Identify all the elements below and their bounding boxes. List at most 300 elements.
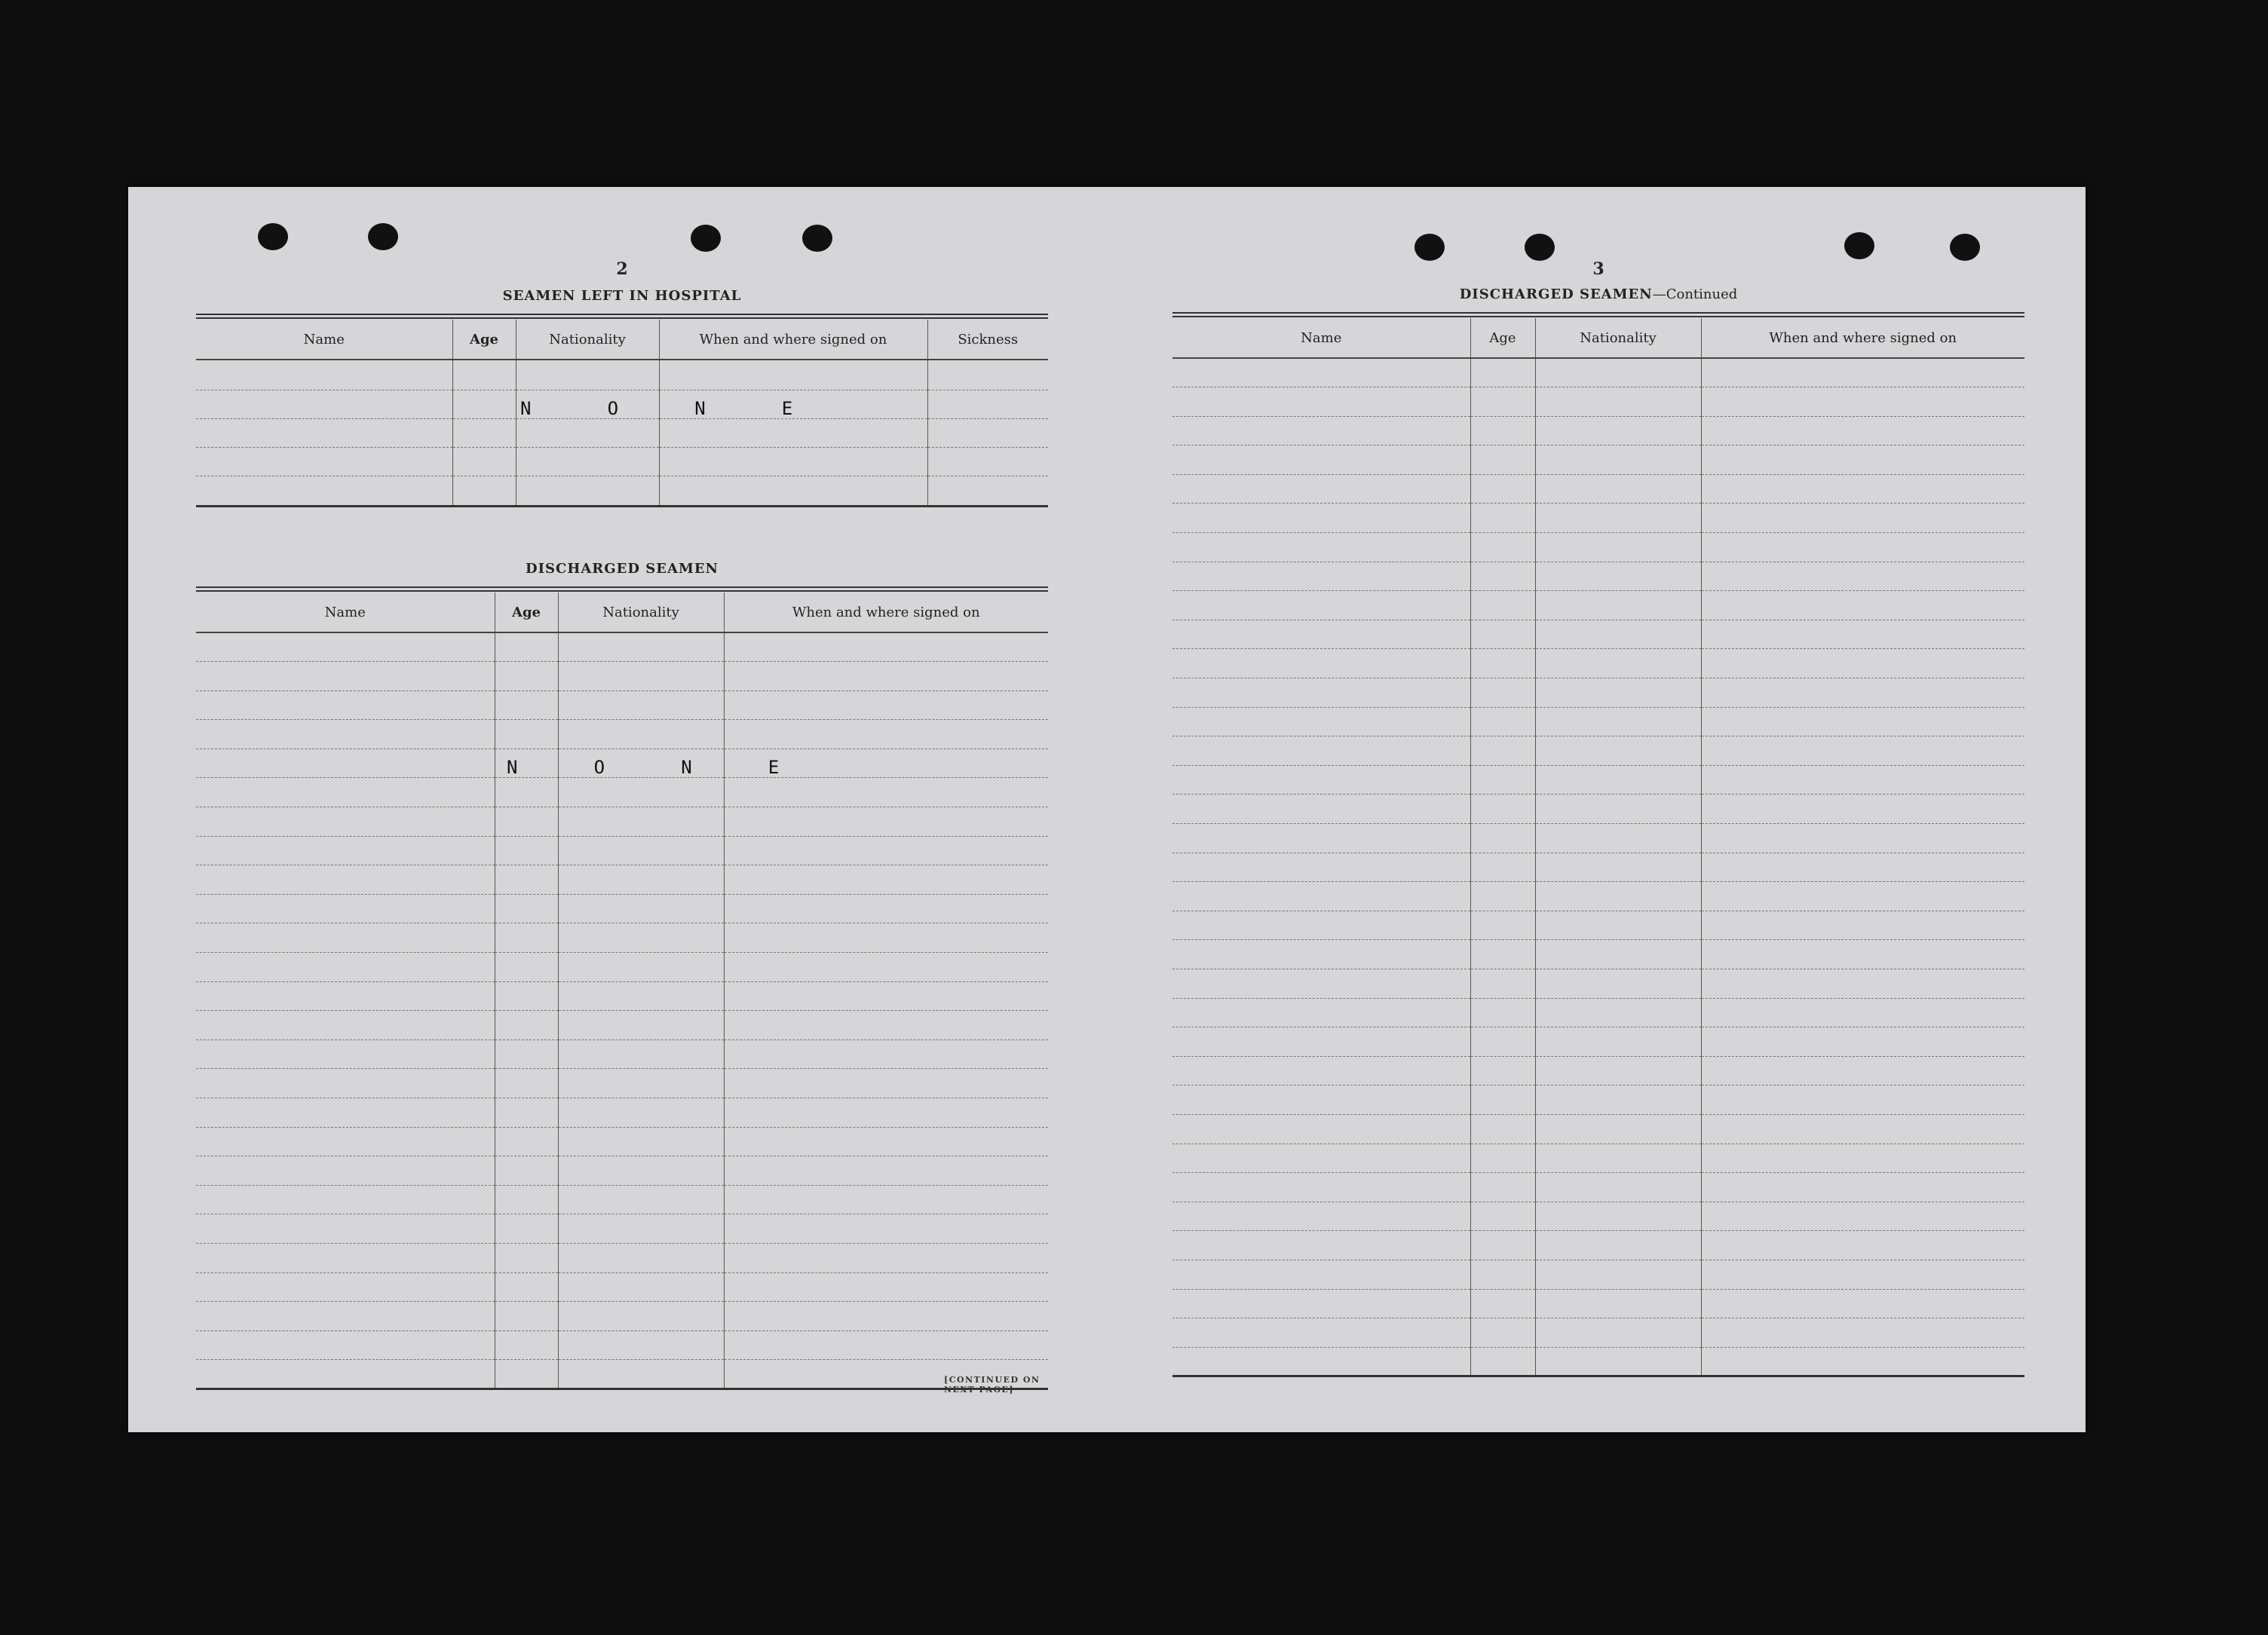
table-cell xyxy=(558,662,724,691)
table-cell xyxy=(1535,795,1701,824)
table-cell xyxy=(1535,765,1701,795)
table-row xyxy=(196,690,1048,720)
table-row xyxy=(196,447,1048,476)
table-cell xyxy=(495,1098,558,1128)
table-cell xyxy=(1535,1173,1701,1202)
column-header-signed-on: When and where signed on xyxy=(724,592,1048,632)
table-row xyxy=(196,360,1048,390)
table-cell xyxy=(1470,591,1535,620)
table-cell xyxy=(1470,1027,1535,1057)
table-row xyxy=(196,807,1048,837)
table-row xyxy=(196,1011,1048,1040)
column-header-nationality: Nationality xyxy=(516,320,659,360)
table-row xyxy=(1172,795,2024,824)
table-cell xyxy=(1470,1173,1535,1202)
table-cell xyxy=(558,1243,724,1272)
table-cell xyxy=(1470,998,1535,1027)
table-cell xyxy=(1172,824,1470,853)
table-row xyxy=(1172,940,2024,969)
table-cell xyxy=(1535,416,1701,445)
table-cell xyxy=(1172,940,1470,969)
table-cell xyxy=(1172,1231,1470,1260)
table-cell xyxy=(196,1039,495,1069)
table-cell xyxy=(1535,969,1701,998)
table-cell xyxy=(1470,678,1535,708)
table-cell xyxy=(1172,1260,1470,1289)
table-cell xyxy=(724,778,1048,807)
table-row xyxy=(1172,591,2024,620)
table-cell xyxy=(495,1011,558,1040)
table-cell xyxy=(1470,882,1535,911)
table-cell xyxy=(1701,853,2024,882)
table-cell xyxy=(1535,853,1701,882)
table-cell xyxy=(1535,649,1701,678)
table-row xyxy=(196,632,1048,662)
table-cell xyxy=(1535,1114,1701,1144)
table-cell xyxy=(495,720,558,749)
table-cell xyxy=(1172,1114,1470,1144)
table-cell xyxy=(1470,1260,1535,1289)
table-cell xyxy=(1701,1144,2024,1173)
table-cell xyxy=(1701,911,2024,940)
table-row xyxy=(196,1360,1048,1389)
table-cell xyxy=(1701,1260,2024,1289)
table-cell xyxy=(1535,1318,1701,1348)
table-cell xyxy=(558,1214,724,1244)
punch-hole xyxy=(1950,234,1980,261)
table-cell xyxy=(1470,969,1535,998)
table-cell xyxy=(1172,620,1470,649)
table-cell xyxy=(1535,1027,1701,1057)
table-cell xyxy=(1701,707,2024,736)
table-row xyxy=(196,923,1048,953)
table-row xyxy=(196,865,1048,895)
table-cell xyxy=(1535,358,1701,387)
table-cell xyxy=(196,1360,495,1389)
table-row xyxy=(196,1156,1048,1186)
table-cell xyxy=(495,981,558,1011)
column-header-name: Name xyxy=(1172,318,1470,358)
table-cell xyxy=(1172,998,1470,1027)
table-cell xyxy=(1701,765,2024,795)
table-row xyxy=(1172,969,2024,998)
table-cell xyxy=(1470,1202,1535,1231)
table-cell xyxy=(196,953,495,982)
hospital-none-entry: N O N E xyxy=(520,398,793,419)
table-cell xyxy=(196,690,495,720)
table-row xyxy=(1172,1056,2024,1085)
discharged-table xyxy=(196,592,1048,1390)
table-cell xyxy=(1701,1202,2024,1231)
table-cell xyxy=(724,1185,1048,1214)
table-cell xyxy=(495,690,558,720)
table-cell xyxy=(1701,824,2024,853)
table-row xyxy=(196,1127,1048,1156)
table-cell xyxy=(1470,416,1535,445)
table-cell xyxy=(495,1272,558,1302)
table-cell xyxy=(495,807,558,837)
table-cell xyxy=(1172,1085,1470,1115)
table-cell xyxy=(1172,765,1470,795)
table-cell xyxy=(495,1302,558,1331)
table-cell xyxy=(558,1127,724,1156)
table-cell xyxy=(1535,1085,1701,1115)
table-cell xyxy=(1172,678,1470,708)
table-row xyxy=(1172,504,2024,533)
table-row xyxy=(1172,1289,2024,1318)
table-cell xyxy=(1470,1289,1535,1318)
table-cell xyxy=(1172,474,1470,504)
table-cell xyxy=(558,1039,724,1069)
table-cell xyxy=(1535,533,1701,562)
table-cell xyxy=(1701,504,2024,533)
table-cell xyxy=(724,1127,1048,1156)
table-row xyxy=(1172,853,2024,882)
table-cell xyxy=(1172,562,1470,591)
table-cell xyxy=(1701,998,2024,1027)
table-cell xyxy=(1172,1202,1470,1231)
table-row xyxy=(1172,707,2024,736)
table-cell xyxy=(724,1330,1048,1360)
table-cell xyxy=(1470,795,1535,824)
table-cell xyxy=(558,807,724,837)
table-row xyxy=(1172,387,2024,417)
table-cell xyxy=(724,1156,1048,1186)
table-cell xyxy=(558,1272,724,1302)
table-cell xyxy=(1701,969,2024,998)
table-row xyxy=(196,1302,1048,1331)
table-cell xyxy=(196,1069,495,1098)
table-row xyxy=(196,720,1048,749)
discharged-section-title: DISCHARGED SEAMEN xyxy=(525,561,719,577)
table-row xyxy=(1172,1085,2024,1115)
table-cell xyxy=(1470,1144,1535,1173)
table-row xyxy=(1172,911,2024,940)
table-cell xyxy=(1172,1173,1470,1202)
table-row xyxy=(1172,765,2024,795)
column-header-signed-on: When and where signed on xyxy=(1701,318,2024,358)
table-cell xyxy=(1470,853,1535,882)
table-cell xyxy=(196,981,495,1011)
table-cell xyxy=(1172,358,1470,387)
table-cell xyxy=(495,1039,558,1069)
table-row xyxy=(196,1330,1048,1360)
table-cell xyxy=(1535,998,1701,1027)
table-cell xyxy=(196,894,495,923)
table-cell xyxy=(196,1272,495,1302)
table-cell xyxy=(1701,591,2024,620)
table-cell xyxy=(495,1127,558,1156)
table-cell xyxy=(724,662,1048,691)
page-number: 3 xyxy=(1592,259,1604,279)
table-cell xyxy=(1535,940,1701,969)
table-cell xyxy=(1172,1027,1470,1057)
table-cell xyxy=(1701,649,2024,678)
table-cell xyxy=(558,1156,724,1186)
table-cell xyxy=(1535,504,1701,533)
table-cell xyxy=(1701,1114,2024,1144)
table-cell xyxy=(1172,445,1470,475)
table-cell xyxy=(196,1156,495,1186)
table-cell xyxy=(1470,765,1535,795)
table-cell xyxy=(1470,1347,1535,1376)
table-row xyxy=(1172,1231,2024,1260)
table-cell xyxy=(558,1011,724,1040)
table-cell xyxy=(724,1302,1048,1331)
discharged-continued-table xyxy=(1172,318,2024,1377)
table-cell xyxy=(558,1185,724,1214)
table-cell xyxy=(495,865,558,895)
table-cell xyxy=(724,632,1048,662)
table-cell xyxy=(1535,707,1701,736)
table-cell xyxy=(1172,795,1470,824)
table-row xyxy=(1172,533,2024,562)
section-title-suffix: —Continued xyxy=(1652,286,1738,302)
table-cell xyxy=(558,923,724,953)
section-title: DISCHARGED SEAMEN xyxy=(1459,286,1653,302)
table-cell xyxy=(1535,562,1701,591)
section-rule xyxy=(1172,312,2024,317)
column-header-age: Age xyxy=(452,320,516,360)
table-cell xyxy=(1701,533,2024,562)
table-cell xyxy=(558,1360,724,1389)
table-cell xyxy=(196,632,495,662)
table-cell xyxy=(1470,1318,1535,1348)
table-cell xyxy=(558,720,724,749)
table-row xyxy=(1172,1260,2024,1289)
table-cell xyxy=(558,1330,724,1360)
table-cell xyxy=(1535,678,1701,708)
table-cell xyxy=(495,1214,558,1244)
table-cell xyxy=(724,1272,1048,1302)
table-cell xyxy=(495,1069,558,1098)
table-cell xyxy=(196,1011,495,1040)
table-cell xyxy=(1470,358,1535,387)
discharged-none-entry: N O N E xyxy=(507,757,780,778)
table-cell xyxy=(196,1243,495,1272)
column-header-name: Name xyxy=(196,320,452,360)
table-cell xyxy=(1535,1202,1701,1231)
hospital-section-title: SEAMEN LEFT IN HOSPITAL xyxy=(502,288,742,304)
column-header-nationality: Nationality xyxy=(1535,318,1701,358)
table-cell xyxy=(495,1156,558,1186)
table-cell xyxy=(724,953,1048,982)
section-rule xyxy=(196,586,1048,592)
table-cell xyxy=(1701,562,2024,591)
table-cell xyxy=(1172,1289,1470,1318)
table-cell xyxy=(1470,649,1535,678)
table-cell xyxy=(1701,1289,2024,1318)
table-cell xyxy=(1535,824,1701,853)
table-cell xyxy=(1172,853,1470,882)
table-cell xyxy=(1470,1056,1535,1085)
table-cell xyxy=(1535,1144,1701,1173)
table-row xyxy=(1172,998,2024,1027)
table-cell xyxy=(1535,1289,1701,1318)
table-row xyxy=(1172,562,2024,591)
table-cell xyxy=(1470,940,1535,969)
table-row xyxy=(1172,358,2024,387)
table-row xyxy=(196,1243,1048,1272)
table-cell xyxy=(1172,387,1470,417)
table-cell xyxy=(1470,1114,1535,1144)
table-cell xyxy=(495,662,558,691)
table-cell xyxy=(495,1330,558,1360)
punch-hole xyxy=(258,223,288,250)
table-cell xyxy=(1172,533,1470,562)
table-cell xyxy=(495,1185,558,1214)
table-row xyxy=(196,476,1048,506)
table-cell xyxy=(1535,591,1701,620)
table-cell xyxy=(1470,824,1535,853)
table-cell xyxy=(1701,1231,2024,1260)
table-cell xyxy=(495,632,558,662)
table-row xyxy=(196,778,1048,807)
table-cell xyxy=(558,894,724,923)
table-cell xyxy=(1701,1318,2024,1348)
table-cell xyxy=(558,632,724,662)
table-cell xyxy=(1172,1347,1470,1376)
table-cell xyxy=(558,1302,724,1331)
table-cell xyxy=(1535,736,1701,766)
table-cell xyxy=(495,1243,558,1272)
punch-hole xyxy=(1844,232,1874,259)
table-row xyxy=(1172,649,2024,678)
column-header-age: Age xyxy=(1470,318,1535,358)
table-row xyxy=(1172,736,2024,766)
table-cell xyxy=(558,836,724,865)
table-cell xyxy=(724,865,1048,895)
table-cell xyxy=(1470,736,1535,766)
table-row xyxy=(1172,1347,2024,1376)
table-cell xyxy=(1172,649,1470,678)
table-cell xyxy=(1535,387,1701,417)
table-cell xyxy=(1172,416,1470,445)
table-cell xyxy=(724,923,1048,953)
table-row xyxy=(196,1214,1048,1244)
table-row xyxy=(1172,620,2024,649)
table-cell xyxy=(558,981,724,1011)
continued-footnote: [CONTINUED ON NEXT PAGE] xyxy=(944,1375,1041,1395)
table-row xyxy=(1172,824,2024,853)
table-row xyxy=(1172,445,2024,475)
table-cell xyxy=(724,1214,1048,1244)
table-row xyxy=(196,1098,1048,1128)
table-row xyxy=(196,1272,1048,1302)
table-cell xyxy=(1172,504,1470,533)
table-cell xyxy=(495,1360,558,1389)
table-cell xyxy=(1172,591,1470,620)
table-cell xyxy=(1535,1260,1701,1289)
table-cell xyxy=(1701,445,2024,475)
table-row xyxy=(1172,1114,2024,1144)
table-cell xyxy=(1701,358,2024,387)
table-cell xyxy=(1470,504,1535,533)
table-cell xyxy=(1701,387,2024,417)
table-cell xyxy=(1535,882,1701,911)
table-cell xyxy=(495,836,558,865)
table-cell xyxy=(1701,1027,2024,1057)
table-cell xyxy=(1701,1173,2024,1202)
table-cell xyxy=(1535,620,1701,649)
table-cell xyxy=(724,981,1048,1011)
table-cell xyxy=(1535,1231,1701,1260)
table-cell xyxy=(196,1214,495,1244)
table-row xyxy=(196,981,1048,1011)
table-row xyxy=(196,836,1048,865)
column-header-signed-on: When and where signed on xyxy=(659,320,927,360)
table-cell xyxy=(1701,940,2024,969)
table-cell xyxy=(1470,620,1535,649)
table-cell xyxy=(495,778,558,807)
table-cell xyxy=(1470,1085,1535,1115)
table-row xyxy=(1172,1318,2024,1348)
table-cell xyxy=(196,923,495,953)
column-header-name: Name xyxy=(196,592,495,632)
table-cell xyxy=(1172,1144,1470,1173)
table-cell xyxy=(196,749,495,778)
table-cell xyxy=(1701,474,2024,504)
table-cell xyxy=(1701,882,2024,911)
table-cell xyxy=(1701,1347,2024,1376)
table-cell xyxy=(495,953,558,982)
table-row xyxy=(1172,678,2024,708)
table-cell xyxy=(724,836,1048,865)
table-cell xyxy=(1535,1056,1701,1085)
table-cell xyxy=(196,778,495,807)
table-row xyxy=(196,418,1048,447)
table-cell xyxy=(196,1127,495,1156)
table-cell xyxy=(1470,562,1535,591)
table-cell xyxy=(196,720,495,749)
table-cell xyxy=(724,894,1048,923)
column-header-sickness: Sickness xyxy=(927,320,1048,360)
table-cell xyxy=(724,1069,1048,1098)
table-cell xyxy=(196,662,495,691)
table-cell xyxy=(724,1039,1048,1069)
table-cell xyxy=(1701,1056,2024,1085)
punch-hole xyxy=(368,223,398,250)
table-cell xyxy=(724,1243,1048,1272)
table-cell xyxy=(1470,474,1535,504)
table-cell xyxy=(558,778,724,807)
table-cell xyxy=(1172,1056,1470,1085)
table-cell xyxy=(558,1098,724,1128)
table-cell xyxy=(1535,445,1701,475)
table-cell xyxy=(1535,911,1701,940)
table-cell xyxy=(196,1098,495,1128)
table-cell xyxy=(1701,795,2024,824)
table-cell xyxy=(1701,736,2024,766)
table-cell xyxy=(558,953,724,982)
punch-hole xyxy=(802,225,832,252)
table-cell xyxy=(196,865,495,895)
table-cell xyxy=(495,894,558,923)
section-rule xyxy=(196,314,1048,319)
table-row xyxy=(1172,1173,2024,1202)
table-cell xyxy=(558,865,724,895)
ledger-sheet xyxy=(128,187,2086,1432)
page-number: 2 xyxy=(616,259,628,279)
table-cell xyxy=(1172,707,1470,736)
column-header-age: Age xyxy=(495,592,558,632)
table-cell xyxy=(1470,533,1535,562)
table-cell xyxy=(724,720,1048,749)
table-cell xyxy=(1535,474,1701,504)
table-cell xyxy=(1470,707,1535,736)
punch-hole xyxy=(1414,234,1445,261)
table-cell xyxy=(196,1302,495,1331)
